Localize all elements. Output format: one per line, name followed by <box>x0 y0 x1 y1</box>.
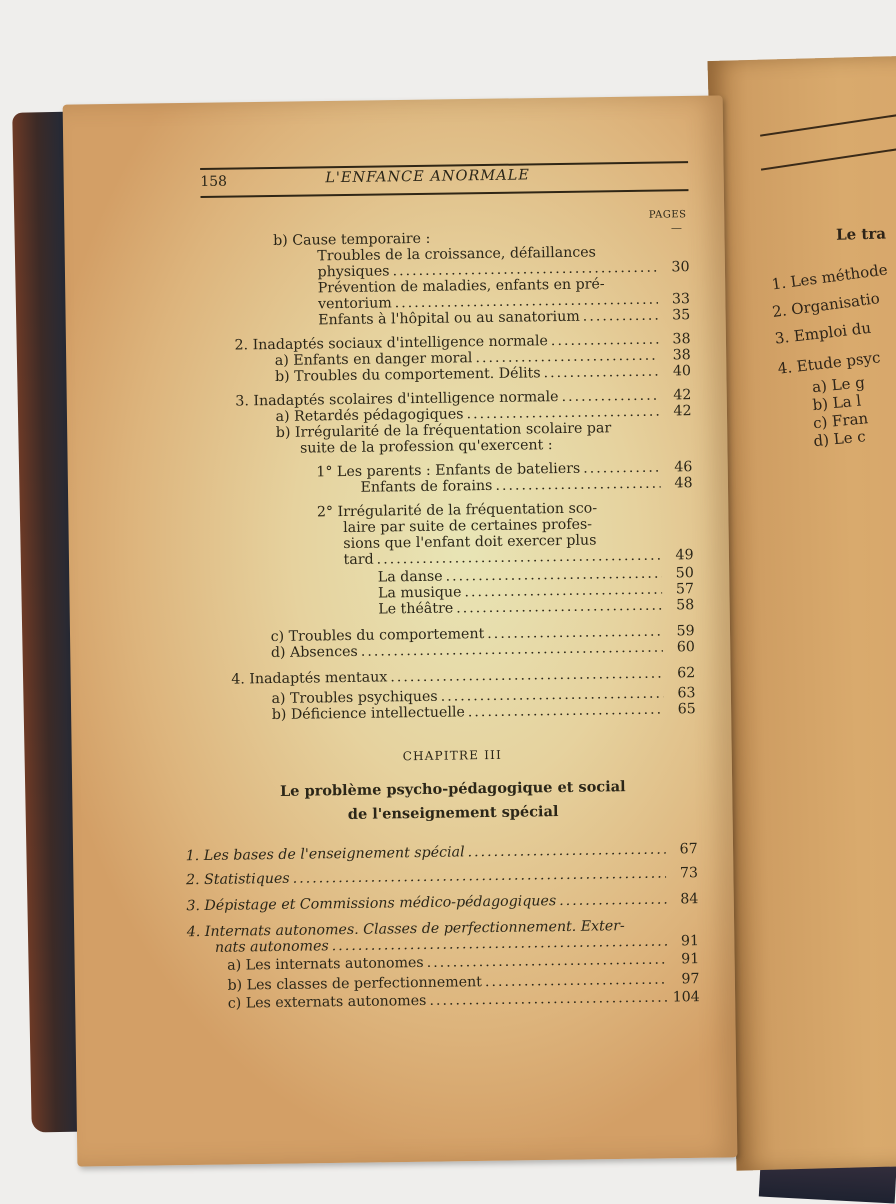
toc-entry: a) Retardés pédagogiques ..... 42 <box>275 403 691 427</box>
toc-entry: b) Déficience intellectuelle ..... 65 <box>272 701 696 725</box>
toc-entry: physiques ..... 30 <box>317 259 689 282</box>
toc-entry: Le théâtre ..... 58 <box>378 597 694 619</box>
toc-entry: sions que l'enfant doit exercer plus <box>343 532 597 553</box>
chapter-label: CHAPITRE III <box>402 747 503 764</box>
toc-entry: suite de la profession qu'exercent : <box>299 437 553 457</box>
toc-entry: b) Irrégularité de la fréquentation scolaire par <box>275 420 612 441</box>
toc-entry: 4. Internats autonomes. Classes de perfectionnement. Exter- <box>186 918 625 941</box>
page-number: 158 <box>200 173 228 190</box>
toc-entry: 4. Inadaptés mentaux ..... 62 <box>231 665 695 689</box>
right-page-item: d) Le c <box>812 427 867 451</box>
pages-column-dash: — <box>670 221 683 235</box>
toc-entry: 3. Inadaptés scolaires d'intelligence normale ..... 42 <box>235 387 691 411</box>
toc-entry: a) Troubles psychiques ..... 63 <box>271 685 695 709</box>
table-of-contents <box>185 153 712 1040</box>
toc-entry: 1. Les bases de l'enseignement spécial ..... 67 <box>186 841 698 866</box>
right-page-item: a) Le g <box>811 373 866 397</box>
toc-entry: a) Les internats autonomes ..... 91 <box>227 951 699 976</box>
right-page-item: 2. Organisatio <box>771 289 881 322</box>
toc-entry: ventorium ..... 33 <box>318 291 690 314</box>
toc-entry: c) Les externats autonomes ..... 104 <box>228 989 700 1014</box>
toc-entry: laire par suite de certaines profes- <box>343 516 593 537</box>
toc-entry: Troubles de la croissance, défaillances <box>317 244 597 265</box>
right-page-item: 4. Etude psyc <box>776 348 882 378</box>
toc-entry: nats autonomes ..... 91 <box>215 933 699 958</box>
running-title: L'ENFANCE ANORMALE <box>325 167 530 187</box>
toc-entry: d) Absences ..... 60 <box>271 639 695 663</box>
toc-entry: 1° Les parents : Enfants de bateliers ..... 46 <box>316 459 692 482</box>
toc-entry: b) Troubles du comportement. Délits ..... 40 <box>275 363 691 387</box>
toc-entry: La danse ..... 50 <box>378 565 694 587</box>
toc-entry: Prévention de maladies, enfants en pré- <box>317 276 605 297</box>
toc-entry: 2. Inadaptés sociaux d'intelligence normale ..... 38 <box>234 331 690 355</box>
chapter-title-line2: de l'enseignement spécial <box>347 803 559 823</box>
right-page-item: c) Fran <box>812 409 869 433</box>
toc-entry: b) Cause temporaire : <box>273 230 431 249</box>
toc-entry: Enfants à l'hôpital ou au sanatorium ..... 35 <box>318 307 690 330</box>
toc-entry: a) Enfants en danger moral ..... 38 <box>275 347 691 371</box>
toc-entry: tard ..... 49 <box>343 547 693 570</box>
right-page-item: 3. Emploi du <box>773 318 872 348</box>
toc-entry: 3. Dépistage et Commissions médico-pédagogiques ..... 84 <box>186 891 698 916</box>
right-page-item: b) La l <box>811 391 862 415</box>
header-rule-bottom <box>201 189 689 197</box>
right-header-rule <box>760 108 896 136</box>
pages-column-label: PAGES <box>648 209 687 221</box>
right-header-rule <box>761 142 896 170</box>
toc-entry: La musique ..... 57 <box>378 581 694 603</box>
toc-entry: 2° Irrégularité de la fréquentation sco- <box>316 500 598 521</box>
right-page-item: 1. Les méthode <box>770 260 889 294</box>
toc-entry: c) Troubles du comportement ..... 59 <box>271 623 695 647</box>
chapter-title-line1: Le problème psycho-pédagogique et social <box>279 778 626 800</box>
right-page <box>708 55 896 1170</box>
toc-entry: b) Les classes de perfectionnement ..... 97 <box>227 971 699 996</box>
right-page-heading: Le tra <box>835 224 887 244</box>
toc-entry: Enfants de forains ..... 48 <box>360 475 692 498</box>
toc-entry: 2. Statistiques ..... 73 <box>186 865 698 890</box>
